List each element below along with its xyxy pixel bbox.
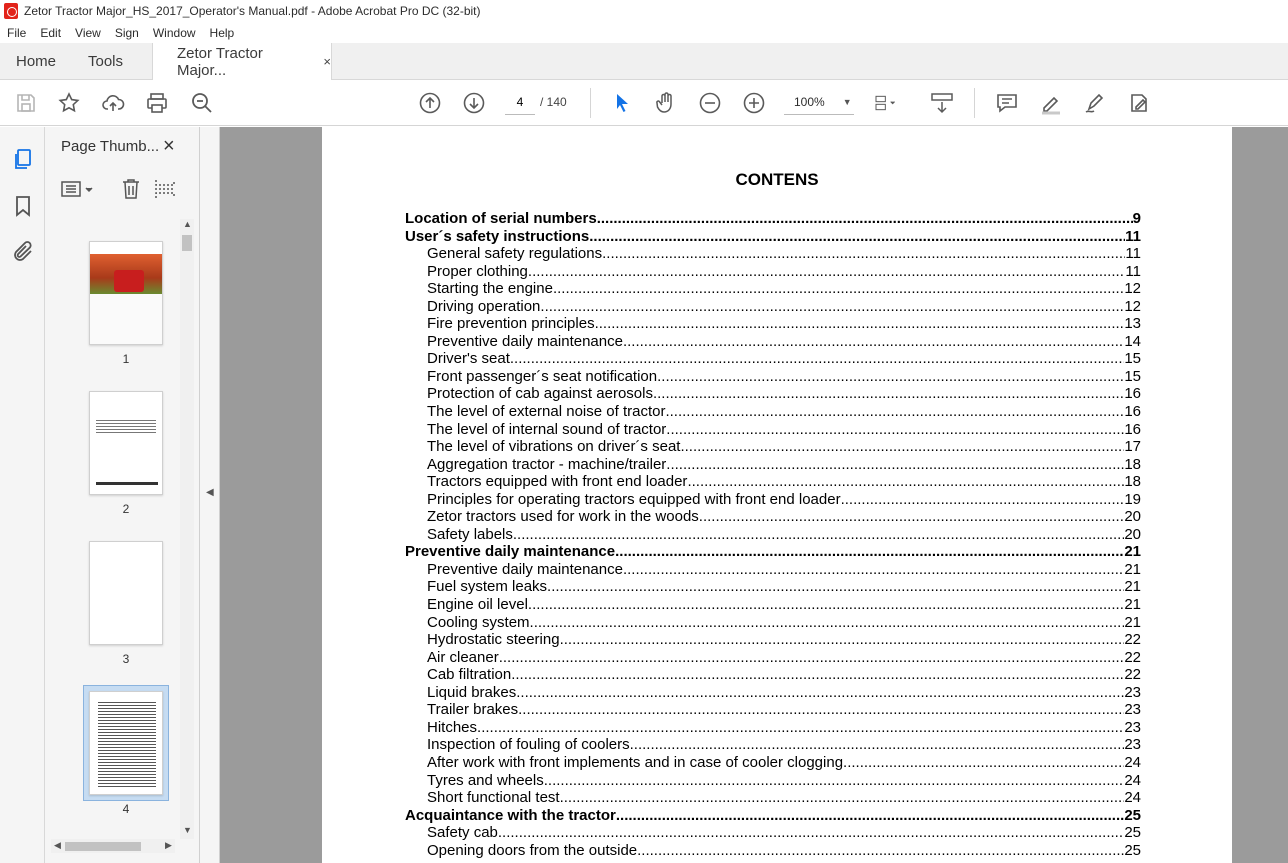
fill-sign-icon[interactable]	[1127, 91, 1151, 115]
toc-entry[interactable]	[405, 508, 1141, 526]
toc-entry[interactable]	[405, 614, 1141, 632]
toc-entry[interactable]	[405, 754, 1141, 772]
toc-leader-dots	[528, 263, 1126, 281]
next-page-icon[interactable]	[462, 91, 486, 115]
toc-title: Zetor tractors used for work in the woods	[427, 508, 699, 526]
toc-page-number: 15	[1124, 367, 1141, 385]
toc-entry[interactable]	[405, 403, 1141, 421]
toc-entry[interactable]	[405, 421, 1141, 439]
toc-section[interactable]	[405, 543, 1141, 561]
page-display-icon[interactable]	[874, 91, 910, 115]
toc-entry[interactable]	[405, 596, 1141, 614]
toc-leader-dots	[560, 631, 1125, 649]
zoom-in-icon[interactable]	[742, 91, 766, 115]
thumbnail-page-2[interactable]	[89, 391, 163, 495]
bookmarks-icon[interactable]	[11, 194, 35, 218]
thumbnail-list	[45, 219, 180, 839]
toc-title: Hitches	[427, 718, 478, 736]
toc-leader-dots	[623, 333, 1124, 351]
upload-cloud-icon[interactable]	[101, 91, 125, 115]
toolbar-divider	[974, 88, 975, 118]
toc-leader-dots	[560, 789, 1125, 807]
toc-entry[interactable]	[405, 263, 1141, 281]
toc-title: Front passenger´s seat notification	[427, 367, 658, 385]
toc-leader-dots	[513, 526, 1124, 544]
toc-page-number: 16	[1124, 385, 1141, 403]
toc-section[interactable]	[405, 228, 1141, 246]
toc-leader-dots	[528, 596, 1124, 614]
zoom-value: 100%	[794, 95, 825, 109]
toc-leader-dots	[623, 561, 1124, 579]
toc-page-number: 20	[1124, 508, 1141, 526]
toc-title: Short functional test	[427, 789, 560, 807]
toc-entry[interactable]	[405, 438, 1141, 456]
toc-leader-dots	[516, 684, 1124, 702]
close-panel-icon[interactable]: ×	[163, 135, 175, 157]
toc-entry[interactable]	[405, 631, 1141, 649]
scroll-down-icon[interactable]: ▼	[183, 825, 192, 835]
toc-title: Starting the engine	[427, 280, 553, 298]
close-tab-icon[interactable]: ×	[323, 54, 331, 69]
toc-leader-dots	[602, 245, 1125, 263]
toc-leader-dots	[657, 368, 1124, 386]
toc-title: Location of serial numbers	[405, 210, 597, 227]
scroll-right-icon[interactable]: ▶	[165, 840, 172, 850]
toc-leader-dots	[589, 228, 1125, 246]
toc-page-number: 16	[1124, 403, 1141, 421]
chevron-down-icon: ▼	[842, 97, 852, 107]
toc-page-number: 11	[1125, 227, 1141, 245]
toc-entry[interactable]	[405, 333, 1141, 351]
menu-file[interactable]: File	[7, 25, 27, 40]
toc-title: Preventive daily maintenance	[427, 332, 623, 350]
toc-page-number: 22	[1124, 648, 1141, 666]
toc-page-number: 17	[1124, 438, 1141, 456]
toc-leader-dots	[547, 578, 1124, 596]
toc-page-number: 13	[1124, 315, 1141, 333]
toc-entry[interactable]	[405, 385, 1141, 403]
toc-page-number: 15	[1124, 350, 1141, 368]
toc-page-number: 23	[1124, 683, 1141, 701]
toc-title: Opening doors from the outside	[427, 841, 638, 859]
toc-page-number: 22	[1124, 666, 1141, 684]
toc-entry[interactable]	[405, 701, 1141, 719]
highlight-pen-icon[interactable]	[1039, 91, 1063, 115]
toc-entry[interactable]	[405, 666, 1141, 684]
toc-title: General safety regulations	[427, 245, 603, 263]
toc-title: Trailer brakes	[427, 701, 519, 719]
toc-page-number: 24	[1124, 753, 1141, 771]
toc-entry[interactable]	[405, 578, 1141, 596]
thumbnail-page-1[interactable]	[89, 241, 163, 345]
left-rail	[0, 127, 45, 863]
toc-entry[interactable]	[405, 245, 1141, 263]
page-heading: CONTENS	[735, 170, 819, 189]
toc-page-number: 24	[1124, 771, 1141, 789]
toc-title: Cab filtration	[427, 666, 512, 684]
toc-leader-dots	[597, 210, 1133, 228]
toc-entry[interactable]	[405, 824, 1141, 842]
save-icon[interactable]	[14, 91, 38, 115]
toc-page-number: 23	[1124, 736, 1141, 754]
toc-title: Tractors equipped with front end loader	[427, 473, 688, 491]
toc-entry[interactable]	[405, 368, 1141, 386]
toc-page-number: 21	[1124, 578, 1141, 596]
menu-window[interactable]: Window	[152, 25, 196, 40]
toc-title: Cooling system	[427, 613, 530, 631]
scroll-mode-icon[interactable]	[930, 91, 954, 115]
toc-title: Engine oil level	[427, 596, 528, 614]
toc-title: Principles for operating tractors equipped with front end loader	[427, 490, 841, 508]
toc-page-number: 23	[1124, 718, 1141, 736]
toc-title: Proper clothing	[427, 262, 528, 280]
toc-title: Driving operation	[427, 297, 541, 315]
draw-signature-icon[interactable]	[1083, 91, 1107, 115]
toc-title: Acquaintance with the tractor	[405, 806, 616, 824]
scrollbar-thumb[interactable]	[65, 842, 141, 851]
toc-page-number: 25	[1124, 841, 1141, 859]
title-bar	[0, 0, 1288, 22]
toc-page-number: 14	[1124, 332, 1141, 350]
thumbnail-label-2: 2	[122, 502, 130, 516]
menu-view[interactable]: View	[75, 25, 101, 40]
toc-page-number: 12	[1124, 280, 1141, 298]
toc-leader-dots	[616, 807, 1124, 825]
thumbnail-horizontal-scrollbar[interactable]	[51, 839, 175, 853]
toc-title: Hydrostatic steering	[427, 631, 560, 649]
toc-leader-dots	[518, 701, 1124, 719]
thumbnail-label-4: 4	[122, 802, 130, 816]
thumbnails-panel	[45, 127, 200, 863]
toc-section[interactable]	[405, 210, 1141, 228]
toc-leader-dots	[666, 456, 1124, 474]
toc-leader-dots	[687, 473, 1124, 491]
thumbnail-vertical-scrollbar[interactable]	[180, 219, 194, 839]
toc-entry[interactable]	[405, 456, 1141, 474]
zoom-dropdown[interactable]	[784, 90, 854, 115]
toc-leader-dots	[615, 543, 1124, 561]
toc-leader-dots	[653, 385, 1124, 403]
scroll-left-icon[interactable]: ◀	[54, 840, 61, 850]
toc-entry[interactable]	[405, 491, 1141, 509]
hand-tool-icon[interactable]	[654, 91, 678, 115]
tab-tools[interactable]: Tools	[88, 52, 124, 70]
toc-title: Aggregation tractor - machine/trailer	[427, 455, 667, 473]
comment-icon[interactable]	[995, 91, 1019, 115]
toc-entry[interactable]	[405, 298, 1141, 316]
toc-leader-dots	[530, 614, 1125, 632]
toc-leader-dots	[630, 736, 1125, 754]
toc-entry[interactable]	[405, 280, 1141, 298]
footer-line	[96, 482, 158, 485]
toc-page-number: 25	[1124, 824, 1141, 842]
toc-title: Inspection of fouling of coolers	[427, 736, 630, 754]
page-number-input[interactable]	[505, 90, 535, 115]
toc-title: Fuel system leaks	[427, 578, 548, 596]
tractor-image	[114, 270, 144, 292]
collapse-panel-icon[interactable]: ◀	[206, 487, 214, 498]
toc-title: Preventive daily maintenance	[405, 543, 616, 561]
toc-page-number: 21	[1124, 560, 1141, 578]
toc-title: Tyres and wheels	[427, 771, 544, 789]
window-title: Zetor Tractor Major_HS_2017_Operator's Manual.pdf - Adobe Acrobat Pro DC (32-bit)	[24, 4, 481, 18]
toc-entry[interactable]	[405, 350, 1141, 368]
search-zoom-icon[interactable]	[190, 91, 214, 115]
toc-leader-dots	[699, 508, 1125, 526]
toc-title: The level of internal sound of tractor	[427, 420, 667, 438]
toc-title: User´s safety instructions	[405, 227, 590, 245]
delete-page-icon[interactable]	[120, 177, 142, 201]
toc-leader-dots	[510, 350, 1124, 368]
thumbnail-label-1: 1	[122, 352, 130, 366]
tab-document-label: Zetor Tractor Major...	[177, 44, 263, 79]
toc-title: Air cleaner	[427, 648, 499, 666]
toc-page-number: 21	[1124, 543, 1141, 561]
toc-leader-dots	[680, 438, 1124, 456]
toc-title: Safety labels	[427, 525, 513, 543]
toc-entry[interactable]	[405, 772, 1141, 790]
toc-section[interactable]	[405, 807, 1141, 825]
toc-leader-dots	[553, 280, 1124, 298]
toc-entry[interactable]	[405, 842, 1141, 860]
attachments-icon[interactable]	[11, 240, 35, 264]
toc-entry[interactable]	[405, 736, 1141, 754]
toc-page-number: 11	[1125, 245, 1141, 263]
select-cursor-icon[interactable]	[610, 91, 634, 115]
panel-toolbar	[45, 173, 200, 205]
tab-document[interactable]	[152, 43, 332, 80]
options-menu-icon[interactable]	[60, 178, 96, 200]
toc-leader-dots	[477, 719, 1124, 737]
toc-leader-dots	[498, 824, 1124, 842]
scroll-up-icon[interactable]: ▲	[183, 219, 192, 229]
toc-leader-dots	[544, 772, 1125, 790]
toc-leader-dots	[637, 842, 1124, 860]
toc-page-number: 24	[1124, 789, 1141, 807]
toc-page-number: 11	[1125, 262, 1141, 280]
toc-page-number: 18	[1124, 473, 1141, 491]
toc-title: Protection of cab against aerosols	[427, 385, 653, 403]
toc-lines	[98, 702, 156, 788]
toc-leader-dots	[511, 666, 1124, 684]
toc-title: Liquid brakes	[427, 683, 517, 701]
toc-entry[interactable]	[405, 315, 1141, 333]
menu-edit[interactable]: Edit	[40, 25, 62, 40]
thumbnail-page-3[interactable]	[89, 541, 163, 645]
toc-page-number: 20	[1124, 525, 1141, 543]
thumbnail-label-3: 3	[122, 652, 130, 666]
scrollbar-thumb[interactable]	[182, 235, 192, 251]
toc-entry[interactable]	[405, 473, 1141, 491]
menu-bar	[0, 22, 1288, 43]
acrobat-icon	[4, 3, 18, 19]
zoom-out-icon[interactable]	[698, 91, 722, 115]
toc-leader-dots	[843, 754, 1124, 772]
previous-page-icon[interactable]	[418, 91, 442, 115]
toolbar	[0, 80, 1288, 126]
toc-title: After work with front implements and in case of cooler clogging	[427, 753, 844, 771]
toc-entry[interactable]	[405, 684, 1141, 702]
page-thumbnails-icon[interactable]	[11, 147, 35, 171]
toc-entry[interactable]	[405, 561, 1141, 579]
text-block	[96, 420, 156, 434]
panel-title: Page Thumb...	[61, 138, 160, 155]
page-total: / 140	[540, 95, 567, 109]
menu-sign[interactable]: Sign	[114, 25, 139, 40]
toc-leader-dots	[499, 649, 1125, 667]
cover-footer	[90, 294, 163, 345]
toc-leader-dots	[841, 491, 1125, 509]
pdf-page	[322, 127, 1232, 863]
bookmark-star-icon[interactable]	[57, 91, 81, 115]
toc-page-number: 22	[1124, 631, 1141, 649]
toc-entry[interactable]	[405, 649, 1141, 667]
toc-page-number: 23	[1124, 701, 1141, 719]
tab-bar	[0, 43, 1288, 80]
toc-leader-dots	[666, 421, 1124, 439]
toc-page-number: 9	[1132, 210, 1141, 227]
menu-help[interactable]: Help	[209, 25, 235, 40]
toc-entry[interactable]	[405, 526, 1141, 544]
toc-page-number: 19	[1124, 490, 1141, 508]
toc-title: Driver's seat	[427, 350, 510, 368]
toc-entry[interactable]	[405, 789, 1141, 807]
tab-home[interactable]: Home	[16, 52, 57, 70]
panel-splitter[interactable]	[200, 127, 220, 863]
toc-title: Preventive daily maintenance	[427, 560, 623, 578]
toc-leader-dots	[665, 403, 1124, 421]
toc-page-number: 25	[1124, 806, 1141, 824]
toc-leader-dots	[540, 298, 1124, 316]
toc-page-number: 21	[1124, 613, 1141, 631]
toc-entry[interactable]	[405, 719, 1141, 737]
print-icon[interactable]	[145, 91, 169, 115]
toc-page-number: 18	[1124, 455, 1141, 473]
document-viewer[interactable]	[220, 127, 1288, 863]
toc-page-number: 16	[1124, 420, 1141, 438]
toc-title: Safety cab	[427, 824, 498, 842]
table-of-contents	[405, 210, 1141, 859]
toc-title: Fire prevention principles	[427, 315, 595, 333]
toc-leader-dots	[595, 315, 1125, 333]
toolbar-divider	[590, 88, 591, 118]
toc-title: The level of external noise of tractor	[427, 403, 666, 421]
toc-title: The level of vibrations on driver´s seat	[427, 438, 681, 456]
toc-page-number: 21	[1124, 596, 1141, 614]
toc-page-number: 12	[1124, 297, 1141, 315]
thumbnail-page-4[interactable]	[89, 691, 163, 795]
insert-page-icon[interactable]	[153, 177, 177, 201]
